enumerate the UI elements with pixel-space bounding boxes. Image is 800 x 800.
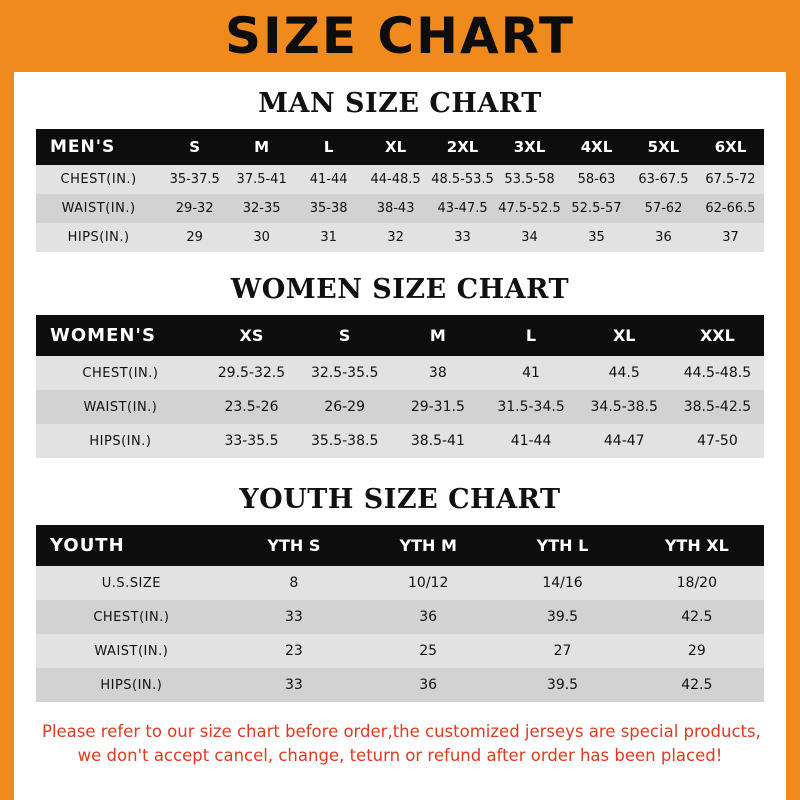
- column-header: XL: [385, 138, 407, 156]
- table-header-row: [36, 129, 764, 165]
- notice-text: [36, 720, 764, 768]
- table-cell: 32-35: [242, 201, 281, 216]
- column-header: M: [254, 138, 270, 156]
- row-label: HIPS(IN.): [89, 433, 152, 449]
- table-cell: 38.5-42.5: [683, 399, 752, 415]
- notice-line-2: we don't accept cancel, change, teturn or refund after order has been placed!: [77, 745, 723, 765]
- table-cell: 39.5: [546, 677, 579, 693]
- table-cell: 14/16: [542, 575, 583, 591]
- row-label: CHEST(IN.): [82, 365, 159, 381]
- column-header: 4XL: [580, 138, 613, 156]
- table-cell: 47-50: [697, 433, 738, 449]
- table-cell: 29: [186, 230, 203, 245]
- table-cell: 39.5: [546, 609, 579, 625]
- column-header: YTH S: [267, 536, 321, 555]
- column-header: L: [323, 138, 334, 156]
- table-row: [36, 356, 764, 390]
- column-header: 5XL: [647, 138, 680, 156]
- table-cell: 44.5-48.5: [683, 365, 752, 381]
- table-cell: 47.5-52.5: [498, 201, 561, 216]
- table-cell: 38-43: [376, 201, 415, 216]
- table-row: [36, 223, 764, 252]
- table-cell: 38: [428, 365, 447, 381]
- table-cell: 33-35.5: [224, 433, 279, 449]
- table-cell: 34.5-38.5: [590, 399, 658, 415]
- table-cell: 33: [284, 677, 303, 693]
- table-cell: 53.5-58: [504, 172, 555, 187]
- table-cell: 37.5-41: [236, 172, 287, 187]
- table-cell: 23.5-26: [224, 399, 279, 415]
- column-header: XL: [612, 326, 636, 345]
- table-cell: 33: [454, 230, 471, 245]
- youth-section-title: YOUTH SIZE CHART: [239, 484, 561, 515]
- column-header: YTH XL: [664, 536, 729, 555]
- table-cell: 35.5-38.5: [310, 433, 379, 449]
- table-header-row: [36, 525, 764, 566]
- page-title: SIZE CHART: [224, 7, 576, 65]
- table-cell: 42.5: [681, 677, 713, 693]
- content: [14, 88, 786, 768]
- women-size-table: [36, 315, 764, 458]
- row-label: WAIST(IN.): [83, 399, 158, 415]
- column-header: 2XL: [446, 138, 479, 156]
- column-header: L: [525, 326, 537, 345]
- column-header: 3XL: [513, 138, 546, 156]
- table-cell: 62-66.5: [705, 201, 756, 216]
- women-section-title: WOMEN SIZE CHART: [230, 274, 570, 305]
- table-cell: 63-67.5: [638, 172, 689, 187]
- table-cell: 41-44: [510, 433, 552, 449]
- table-cell: 38.5-41: [410, 433, 465, 449]
- table-cell: 34: [521, 230, 538, 245]
- table-cell: 44-48.5: [370, 172, 421, 187]
- column-header: YOUTH: [50, 535, 125, 556]
- table-cell: 36: [419, 609, 438, 625]
- table-cell: 43-47.5: [437, 201, 488, 216]
- table-cell: 52.5-57: [571, 201, 622, 216]
- table-cell: 8: [289, 575, 299, 591]
- table-cell: 29.5-32.5: [217, 365, 286, 381]
- youth-size-table: [36, 525, 764, 702]
- table-cell: 42.5: [681, 609, 713, 625]
- table-cell: 35: [588, 230, 605, 245]
- banner: [0, 0, 800, 72]
- table-cell: 18/20: [676, 575, 717, 591]
- table-cell: 35-37.5: [169, 172, 220, 187]
- table-cell: 41: [522, 365, 540, 381]
- column-header: XS: [239, 326, 264, 345]
- table-cell: 33: [284, 609, 303, 625]
- column-header: S: [189, 138, 201, 156]
- table-row: [36, 634, 764, 668]
- table-cell: 29-32: [175, 201, 214, 216]
- column-header: YTH L: [536, 536, 589, 555]
- row-label: U.S.SIZE: [101, 575, 161, 591]
- table-cell: 36: [419, 677, 438, 693]
- column-header: MEN'S: [50, 137, 116, 157]
- column-header: YTH M: [399, 536, 457, 555]
- table-cell: 35-38: [309, 201, 348, 216]
- table-cell: 29: [687, 643, 706, 659]
- table-cell: 48.5-53.5: [431, 172, 494, 187]
- table-cell: 36: [655, 230, 672, 245]
- table-cell: 23: [284, 643, 303, 659]
- table-cell: 37: [722, 230, 739, 245]
- table-cell: 31.5-34.5: [497, 399, 565, 415]
- table-cell: 26-29: [324, 399, 365, 415]
- table-row: [36, 165, 764, 194]
- table-cell: 25: [419, 643, 438, 659]
- men-section-title: MAN SIZE CHART: [258, 88, 542, 119]
- column-header: 6XL: [714, 138, 747, 156]
- table-cell: 31: [320, 230, 337, 245]
- column-header: XXL: [699, 326, 735, 345]
- table-cell: 67.5-72: [705, 172, 756, 187]
- table-cell: 32: [387, 230, 404, 245]
- table-cell: 29-31.5: [410, 399, 465, 415]
- table-cell: 57-62: [644, 201, 683, 216]
- table-cell: 27: [553, 643, 572, 659]
- row-label: CHEST(IN.): [60, 172, 137, 187]
- notice-line-1: Please refer to our size chart before order,the customized jerseys are special products,: [42, 722, 761, 741]
- table-row: [36, 390, 764, 424]
- table-cell: 41-44: [309, 172, 348, 187]
- table-row: [36, 566, 764, 600]
- column-header: WOMEN'S: [50, 325, 156, 346]
- men-size-table: [36, 129, 764, 252]
- column-header: M: [429, 326, 446, 345]
- row-label: WAIST(IN.): [94, 643, 169, 659]
- table-cell: 30: [253, 230, 270, 245]
- table-cell: 10/12: [408, 575, 449, 591]
- table-row: [36, 194, 764, 223]
- table-cell: 44.5: [608, 365, 640, 381]
- table-row: [36, 424, 764, 458]
- table-row: [36, 668, 764, 702]
- table-cell: 58-63: [577, 172, 616, 187]
- row-label: CHEST(IN.): [93, 609, 170, 625]
- column-header: S: [338, 326, 351, 345]
- table-cell: 44-47: [603, 433, 645, 449]
- row-label: HIPS(IN.): [100, 677, 163, 693]
- table-header-row: [36, 315, 764, 356]
- row-label: WAIST(IN.): [61, 201, 136, 216]
- row-label: HIPS(IN.): [67, 230, 130, 245]
- table-row: [36, 600, 764, 634]
- table-cell: 32.5-35.5: [310, 365, 379, 381]
